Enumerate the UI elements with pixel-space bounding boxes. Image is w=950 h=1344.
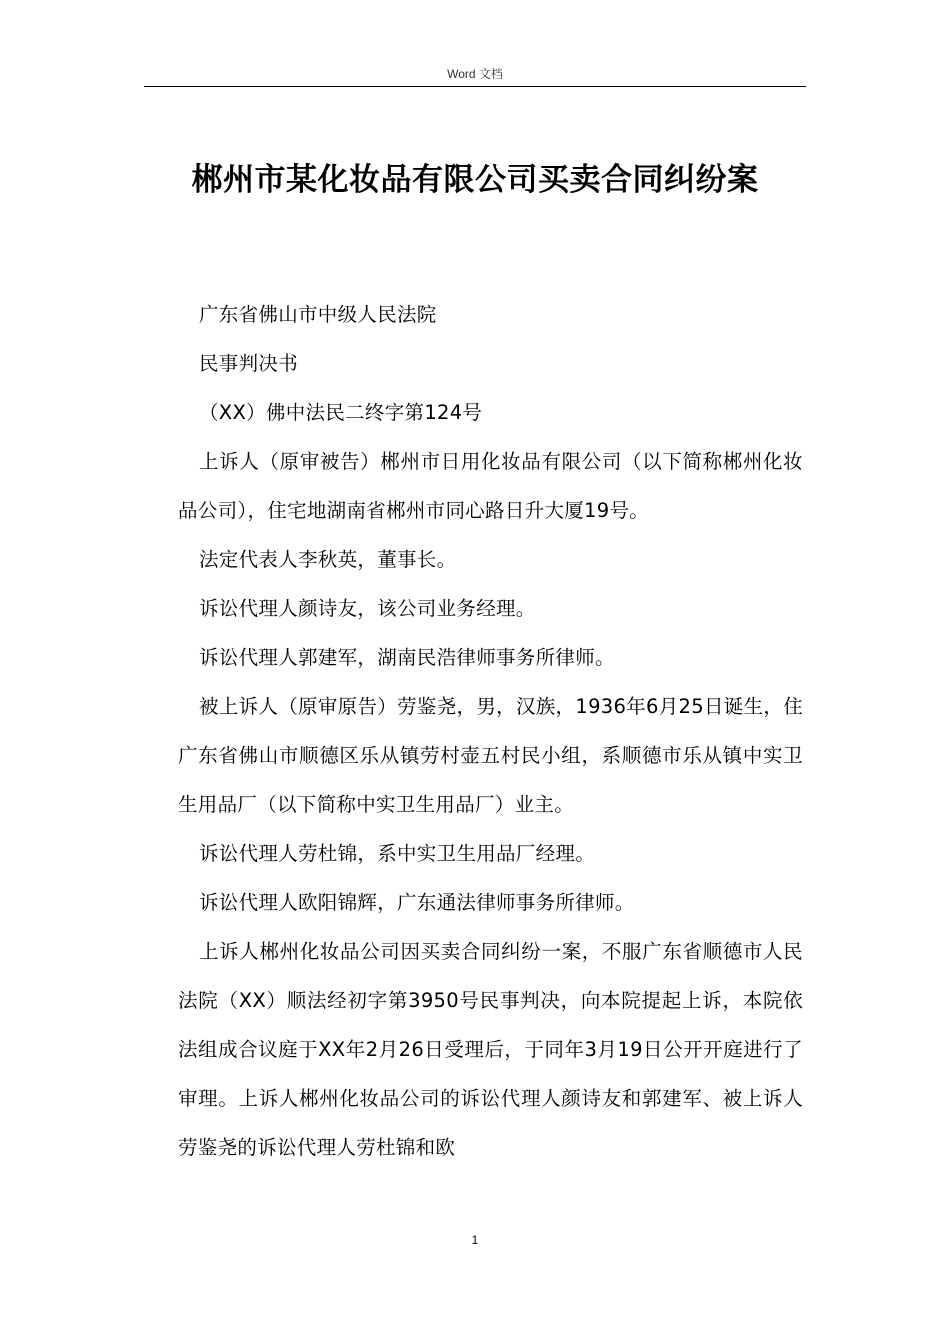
paragraph-appellant: 上诉人（原审被告）郴州市日用化妆品有限公司（以下简称郴州化妆品公司），住宅地湖南省郴州市同心路日升大厦19号。 <box>178 450 803 522</box>
document-title: 郴州市某化妆品有限公司买卖合同纠纷案 <box>191 162 759 198</box>
paragraph-agent-2: 诉讼代理人郭建军，湖南民浩律师事务所律师。 <box>199 646 615 669</box>
paragraph-case-summary: 上诉人郴州化妆品公司因买卖合同纠纷一案，不服广东省顺德市人民法院（XX）顺法经初字第3950号民事判决，向本院提起上诉，本院依法组成合议庭于XX年2月26日受理后，于同年3月19日公开开庭进行了审理。上诉人郴州化妆品公司的诉讼代理人颜诗友和郭建军、被上诉人劳鉴尧的诉讼代理人劳杜锦和欧 <box>178 940 803 1159</box>
paragraph-appellee-agent-1: 诉讼代理人劳杜锦，系中实卫生用品厂经理。 <box>199 842 596 865</box>
paragraph-court-name: 广东省佛山市中级人民法院 <box>199 303 437 326</box>
paragraph-agent-1: 诉讼代理人颜诗友，该公司业务经理。 <box>199 597 536 620</box>
paragraph-legal-representative: 法定代表人李秋英，董事长。 <box>199 548 457 571</box>
document-body <box>178 290 803 1172</box>
paragraph-doc-type: 民事判决书 <box>199 352 299 375</box>
header-divider <box>144 86 806 87</box>
paragraph-appellee: 被上诉人（原审原告）劳鉴尧，男，汉族，1936年6月25日诞生，住广东省佛山市顺德区乐从镇劳村壶五村民小组，系顺德市乐从镇中实卫生用品厂（以下简称中实卫生用品厂）业主。 <box>178 695 803 816</box>
paragraph-appellee-agent-2: 诉讼代理人欧阳锦辉，广东通法律师事务所律师。 <box>199 891 635 914</box>
page-header: Word 文档 <box>447 67 503 81</box>
page-number: 1 <box>471 1233 479 1247</box>
paragraph-case-number: （XX）佛中法民二终字第124号 <box>199 401 483 424</box>
